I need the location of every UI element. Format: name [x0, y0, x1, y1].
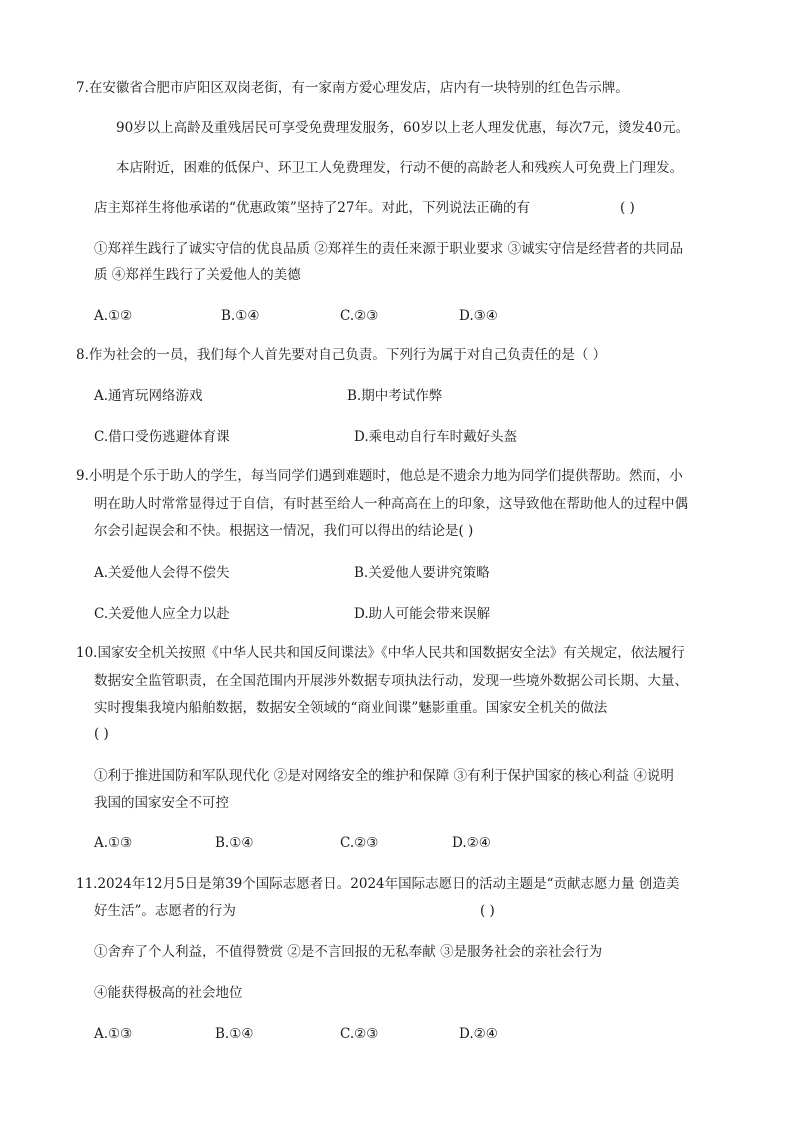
q8-option-a[interactable]: A.通宵玩网络游戏: [94, 388, 203, 404]
q9-option-a[interactable]: A.关爱他人会得不偿失: [94, 565, 230, 581]
q10-line2: 数据安全监管职责，在全国范围内开展涉外数据专项执法行动，发现一些境外数据公司长期、大量、: [94, 673, 688, 689]
q8-stem: 8.作为社会的一员，我们每个人首先要对自己负责。下列行为属于对自己负责任的是（ ）: [76, 347, 607, 363]
q9-option-b[interactable]: B.关爱他人要讲究策略: [354, 565, 490, 581]
q8-options-row1: [94, 386, 694, 406]
q9-line2: 明在助人时常常显得过于自信，有时甚至给人一种高高在上的印象，这导致他在帮助他人的过程中偶: [94, 496, 688, 512]
q11-options: [94, 1024, 694, 1044]
q7-option-c[interactable]: C.②③: [340, 308, 379, 324]
q7-options: [94, 306, 694, 326]
q10-statements-line2: 我国的国家安全不可控: [94, 795, 229, 811]
q7-statements-line1: ①郑祥生践行了诚实守信的优良品质 ②郑祥生的责任来源于职业要求 ③诚实守信是经营者的共同品: [94, 241, 684, 257]
q11-statements-line2: ④能获得极高的社会地位: [94, 985, 243, 1001]
q11-statements-line1: ①舍弃了个人利益，不值得赞赏 ②是不言回报的无私奉献 ③是服务社会的亲社会行为: [94, 944, 603, 960]
q10-option-c[interactable]: C.②③: [340, 835, 379, 851]
q7-option-d[interactable]: D.③④: [459, 308, 498, 324]
q7-answer-paren: ( ): [620, 200, 635, 216]
q10-option-b[interactable]: B.①④: [215, 835, 254, 851]
q11-option-d[interactable]: D.②④: [459, 1026, 498, 1042]
q10-answer-paren: ( ): [94, 726, 109, 742]
q8-options-row2: [94, 427, 694, 447]
q10-line3: 实时搜集我境内船舶数据，数据安全领域的“商业间谍”魅影重重。国家安全机关的做法: [94, 700, 608, 716]
q9-line1: 9.小明是个乐于助人的学生，每当同学们遇到难题时，他总是不遗余力地为同学们提供帮助。然而，小: [76, 468, 683, 484]
q9-options-row2: [94, 604, 694, 624]
q9-line3: 尔会引起误会和不快。根据这一情况，我们可以得出的结论是( ): [94, 523, 474, 539]
q7-sign-line2: 本店附近，困难的低保户、环卫工人免费理发，行动不便的高龄老人和残疾人可免费上门理发。: [116, 160, 683, 176]
q8-option-c[interactable]: C.借口受伤逃避体育课: [94, 429, 230, 445]
q7-statements-line2: 质 ④郑祥生践行了关爱他人的美德: [94, 267, 301, 283]
q11-option-a[interactable]: A.①③: [94, 1026, 133, 1042]
q10-option-a[interactable]: A.①③: [94, 835, 133, 851]
q10-option-d[interactable]: D.②④: [452, 835, 491, 851]
q7-option-b[interactable]: B.①④: [221, 308, 260, 324]
q10-options: [94, 833, 694, 853]
q10-statements-line1: ①利于推进国防和军队现代化 ②是对网络安全的维护和保障 ③有利于保护国家的核心利益 ④说明: [94, 768, 674, 784]
q10-line1: 10.国家安全机关按照《中华人民共和国反间谍法》《中华人民共和国数据安全法》有关规定，依法履行: [76, 645, 685, 661]
q7-sign-line1: 90岁以上高龄及重残居民可享受免费理发服务，60岁以上老人理发优惠，每次7元，烫发40元。: [116, 120, 690, 136]
q11-line2: 好生活”。志愿者的行为: [94, 903, 236, 919]
q8-option-d[interactable]: D.乘电动自行车时戴好头盔: [354, 429, 518, 445]
q9-option-d[interactable]: D.助人可能会带来误解: [354, 606, 491, 622]
q11-option-c[interactable]: C.②③: [340, 1026, 379, 1042]
q8-option-b[interactable]: B.期中考试作弊: [347, 388, 443, 404]
q11-option-b[interactable]: B.①④: [215, 1026, 254, 1042]
q11-line1: 11.2024年12月5日是第39个国际志愿者日。2024年国际志愿日的活动主题是“贡献志愿力量 创造美: [76, 876, 680, 892]
q9-option-c[interactable]: C.关爱他人应全力以赴: [94, 606, 230, 622]
q11-answer-paren: ( ): [480, 903, 495, 919]
q9-options-row1: [94, 563, 694, 583]
q7-option-a[interactable]: A.①②: [94, 308, 133, 324]
q7-question: 店主郑祥生将他承诺的“优惠政策”坚持了27年。对此，下列说法正确的有: [94, 200, 530, 216]
q7-stem: 7.在安徽省合肥市庐阳区双岗老街，有一家南方爱心理发店，店内有一块特别的红色告示牌。: [76, 80, 629, 96]
